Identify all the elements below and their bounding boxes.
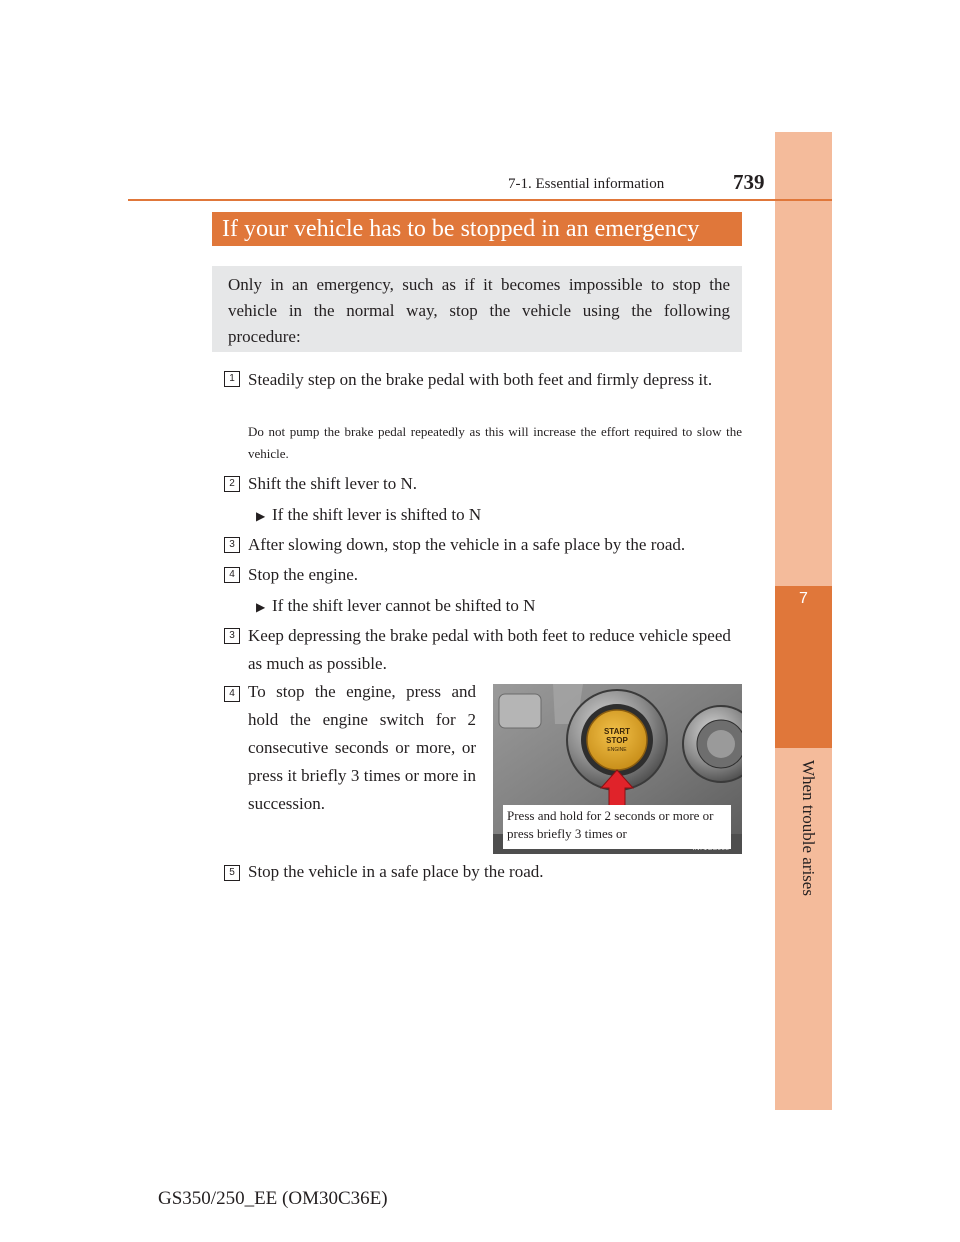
- step-a4-text: Stop the engine.: [248, 565, 359, 584]
- case-b-text: If the shift lever cannot be shifted to N: [272, 596, 536, 615]
- chapter-title: When trouble arises: [799, 760, 818, 896]
- step-number-b5: 5: [224, 865, 240, 881]
- footer-model-code: GS350/250_EE (OM30C36E): [158, 1188, 388, 1209]
- header-rule: [128, 199, 832, 201]
- step-b5-text: Stop the vehicle in a safe place by the road.: [248, 862, 544, 881]
- step-a3-text: After slowing down, stop the vehicle in a safe place by the road.: [248, 535, 686, 554]
- side-tab-active: [775, 586, 832, 748]
- chapter-number: 7: [799, 590, 808, 607]
- step-number-2: 2: [224, 476, 240, 492]
- step-b3-text: Keep depressing the brake pedal with both feet to reduce vehicle speed as much as possible.: [248, 626, 731, 673]
- page-title: If your vehicle has to be stopped in an emergency: [222, 216, 700, 242]
- step-number-a4: 4: [224, 567, 240, 583]
- button-label-start: START: [603, 727, 631, 736]
- step-number-b3: 3: [224, 628, 240, 644]
- step-number-1: 1: [224, 371, 240, 387]
- button-label-engine: ENGINE: [607, 747, 627, 753]
- case-a-heading: [256, 503, 736, 528]
- step-number-b4: 4: [224, 686, 240, 702]
- triangle-bullet-icon: ▶: [256, 509, 266, 523]
- step-1-text: Steadily step on the brake pedal with both feet and firmly depress it.: [248, 370, 713, 389]
- triangle-bullet-icon: ▶: [256, 600, 266, 614]
- button-label-stop: STOP: [606, 736, 628, 745]
- case-b-heading: [256, 594, 736, 619]
- case-a-text: If the shift lever is shifted to N: [272, 505, 482, 524]
- step-number-a3: 3: [224, 537, 240, 553]
- section-label: 7-1. Essential information: [508, 176, 665, 192]
- page-number: 739: [733, 170, 765, 194]
- step-2-text: Shift the shift lever to N.: [248, 474, 418, 493]
- step-1-note: Do not pump the brake pedal repeatedly as this will increase the effort required to slow the vehicle.: [248, 424, 742, 461]
- step-b4-text: To stop the engine, press and hold the engine switch for 2 consecutive seconds or more, or press it briefly 3 times or more in succession.: [248, 682, 476, 813]
- illustration-caption: Press and hold for 2 seconds or more or press briefly 3 times or: [503, 805, 731, 849]
- intro-text: Only in an emergency, such as if it becomes impossible to stop the vehicle in the normal way, stop the vehicle using the following procedure:: [228, 275, 730, 346]
